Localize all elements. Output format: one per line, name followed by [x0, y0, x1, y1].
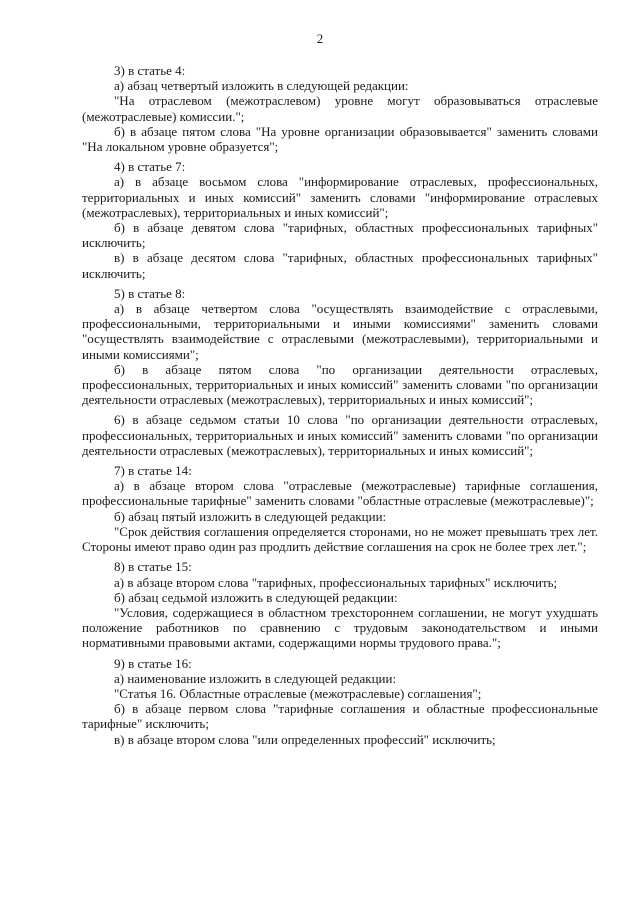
document-body [82, 63, 598, 747]
amendment-paragraph: "Условия, содержащиеся в областном трехстороннем соглашении, не могут ухудшать положение работников по сравнению с трудовым законодательством и иными нормативными правовыми актами, содержащими нормы трудового права."; [82, 604, 598, 651]
amendment-paragraph: а) в абзаце восьмом слова "информирование отраслевых, профессиональных, территориальных и иных комиссий" заменить словами "информирование отраслевых (межотраслевых), территориальных и иных комиссий"; [82, 174, 598, 220]
amendment-paragraph: б) в абзаце девятом слова "тарифных, областных профессиональных тарифных" исключить; [82, 220, 598, 251]
amendment-item-heading: 4) в статье 7: [114, 159, 186, 175]
amendment-paragraph: а) в абзаце четвертом слова "осуществлять взаимодействие с отраслевыми, профессиональными, территориальными и иными комиссиями" заменить словами "осуществлять взаимодействие с отраслевыми (межотраслевыми), территориальными и иными комиссиями"; [82, 301, 598, 362]
amendment-item-heading: 6) в абзаце седьмом статьи 10 слова "по организации деятельности отраслевых, профессиональных, территориальных и иных комиссий" заменить словами "по организации деятельности отраслевых (межотраслевых), территориальных и иных комиссий"; [82, 412, 598, 458]
amendment-paragraph: "Срок действия соглашения определяется сторонами, но не может превышать трех лет. Стороны имеют право один раз продлить действие соглашения на срок не более трех лет."; [82, 523, 598, 555]
amendment-item-heading: 3) в статье 4: [114, 63, 186, 78]
amendment-paragraph: б) в абзаце пятом слова "по организации деятельности отраслевых, профессиональных, территориальных и иных комиссий" заменить словами "по организации деятельности отраслевых (межотраслевых), территориальных и иных комиссий"; [82, 361, 598, 408]
amendment-paragraph: а) в абзаце втором слова "отраслевые (межотраслевые) тарифные соглашения, профессиональные тарифные" заменить словами "областные отраслевые (межотраслевые)"; [82, 478, 598, 509]
amendment-paragraph: "На отраслевом (межотраслевом) уровне могут образовываться отраслевые (межотраслевые) комиссии."; [82, 93, 598, 124]
amendment-paragraph: б) абзац седьмой изложить в следующей редакции: [114, 589, 398, 605]
amendment-paragraph: б) абзац пятый изложить в следующей редакции: [114, 508, 387, 524]
amendment-paragraph: а) в абзаце втором слова "тарифных, профессиональных тарифных" исключить; [114, 574, 558, 590]
amendment-paragraph: б) в абзаце первом слова "тарифные соглашения и областные профессиональные тарифные" исключить; [82, 701, 598, 732]
amendment-paragraph: а) абзац четвертый изложить в следующей редакции: [114, 78, 409, 94]
amendment-paragraph: в) в абзаце втором слова "или определенных профессий" исключить; [114, 731, 496, 747]
amendment-paragraph: б) в абзаце пятом слова "На уровне организации образовывается" заменить словами "На локальном уровне образуется"; [82, 123, 598, 155]
amendment-paragraph: а) наименование изложить в следующей редакции: [114, 670, 397, 686]
amendment-item-heading: 9) в статье 16: [114, 655, 192, 671]
page-number: 2 [316, 31, 324, 46]
amendment-paragraph: в) в абзаце десятом слова "тарифных, областных профессиональных тарифных" исключить; [82, 250, 598, 281]
amendment-paragraph: "Статья 16. Областные отраслевые (межотраслевые) соглашения"; [114, 685, 482, 701]
amendment-item-heading: 8) в статье 15: [114, 559, 192, 575]
amendment-item-heading: 5) в статье 8: [114, 285, 186, 301]
amendment-item-heading: 7) в статье 14: [114, 463, 192, 479]
